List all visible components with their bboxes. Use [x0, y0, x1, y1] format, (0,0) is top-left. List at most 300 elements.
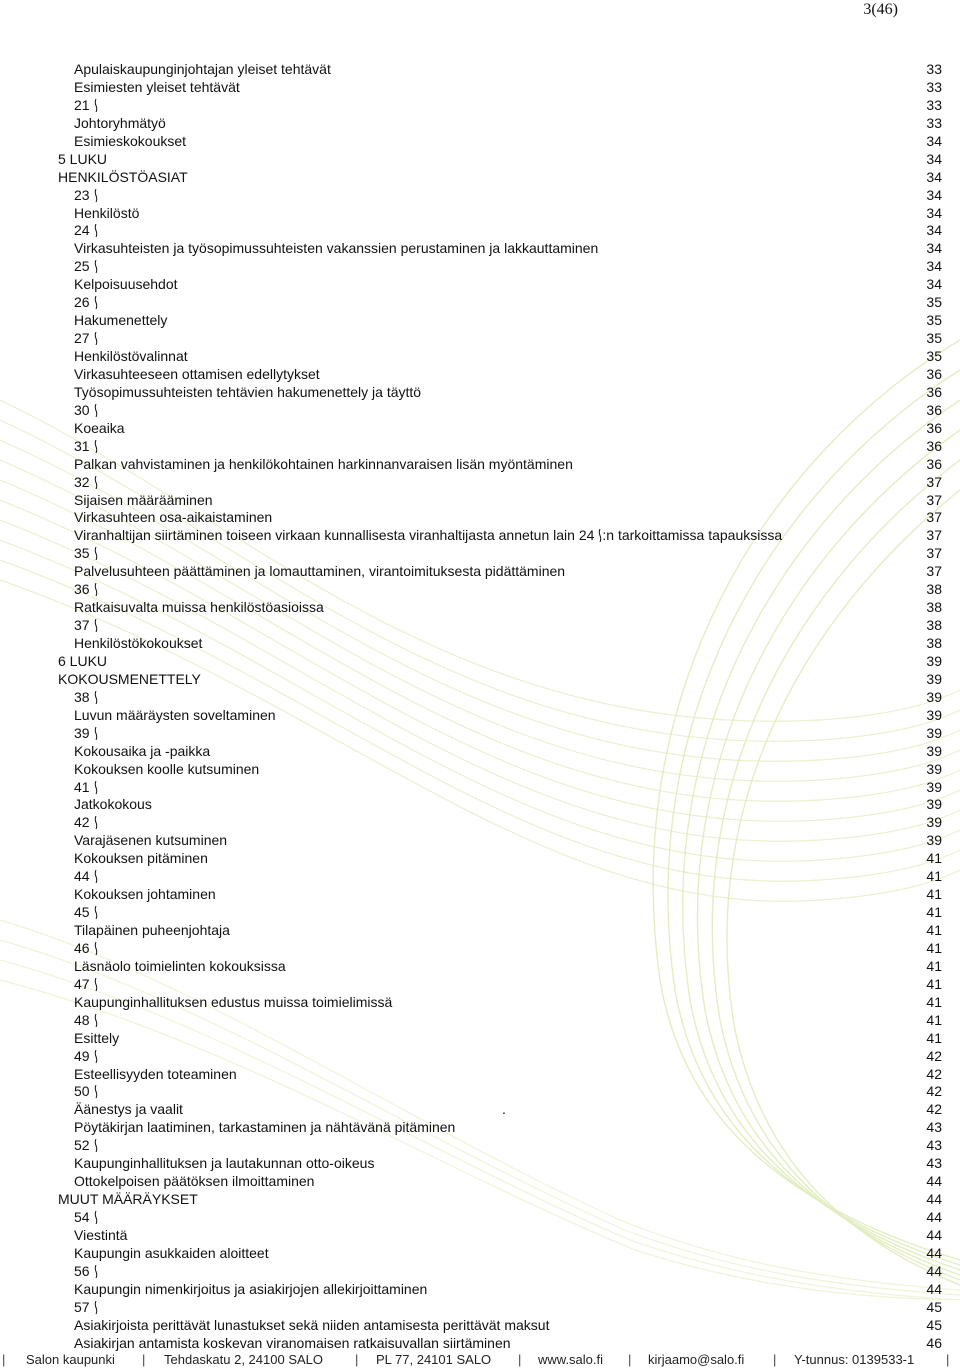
- toc-entry-title: [74, 1011, 98, 1029]
- toc-entry[interactable]: [58, 993, 942, 1011]
- section-sign-icon: [94, 1301, 98, 1313]
- toc-entry-title: [74, 1172, 314, 1190]
- toc-entry-title: [74, 867, 98, 885]
- toc-entry-text: 21: [74, 96, 90, 113]
- toc-entry-text: Viestintä: [74, 1226, 128, 1243]
- toc-entry-title: [74, 132, 186, 150]
- toc-entry-title: [74, 1082, 98, 1100]
- toc-entry-page-number: 33: [926, 78, 942, 95]
- toc-entry-text: 23: [74, 186, 90, 203]
- toc-entry-page-number: 33: [926, 114, 942, 131]
- toc-entry-title: [74, 1154, 374, 1172]
- toc-entry-text: Viranhaltijan siirtäminen toiseen virkaan kunnallisesta viranhaltijasta annetun lain 24: [74, 527, 595, 544]
- toc-entry-text: Virkasuhteisten ja työsopimussuhteisten vakanssien perustaminen ja lakkauttaminen: [74, 240, 599, 257]
- toc-entry[interactable]: [58, 885, 942, 903]
- toc-entry-text: 50: [74, 1083, 90, 1100]
- toc-entry[interactable]: [58, 760, 942, 778]
- toc-entry-title: [74, 1244, 269, 1262]
- toc-entry-title: [74, 562, 565, 580]
- toc-entry-page-number: 39: [926, 814, 942, 831]
- toc-entry-page-number: 39: [926, 652, 942, 669]
- toc-entry-title: [74, 437, 98, 455]
- section-sign-icon: [94, 727, 98, 739]
- section-sign-icon: [94, 332, 98, 344]
- toc-entry[interactable]: [58, 957, 942, 975]
- toc-entry[interactable]: [58, 401, 942, 419]
- toc-entry[interactable]: [58, 221, 942, 239]
- toc-entry[interactable]: [58, 921, 942, 939]
- toc-entry[interactable]: [58, 831, 942, 849]
- toc-entry-text: Johtoryhmätyö: [74, 114, 166, 131]
- toc-entry[interactable]: [58, 1280, 942, 1298]
- toc-entry[interactable]: [58, 634, 942, 652]
- toc-entry[interactable]: [58, 1208, 942, 1226]
- toc-entry[interactable]: [58, 365, 942, 383]
- section-sign-icon: [94, 978, 98, 990]
- toc-entry-text: 36: [74, 581, 90, 598]
- toc-entry-text: 5 LUKU: [58, 150, 108, 167]
- toc-entry-text: Apulaiskaupunginjohtajan yleiset tehtävät: [74, 61, 331, 77]
- toc-entry-title: [74, 275, 178, 293]
- toc-entry-text: Luvun määräysten soveltaminen: [74, 706, 276, 723]
- toc-entry[interactable]: [58, 795, 942, 813]
- toc-entry-page-number: 36: [926, 437, 942, 454]
- toc-entry-page-number: 39: [926, 670, 942, 687]
- toc-entry-text: 52: [74, 1137, 90, 1154]
- toc-entry-text: Kokouksen koolle kutsuminen: [74, 760, 260, 777]
- toc-entry[interactable]: [58, 526, 942, 544]
- toc-entry-text: Palkan vahvistaminen ja henkilökohtainen harkinnanvaraisen lisän myöntäminen: [74, 455, 573, 472]
- toc-entry[interactable]: [58, 1011, 942, 1029]
- toc-entry-title: [74, 795, 152, 813]
- toc-entry-text: Henkilöstövalinnat: [74, 348, 188, 364]
- toc-entry[interactable]: [58, 1226, 942, 1244]
- toc-entry-page-number: 35: [926, 348, 942, 364]
- section-sign-icon: [94, 1085, 98, 1097]
- toc-entry-title: [74, 78, 240, 96]
- toc-entry-text: 57: [74, 1298, 90, 1315]
- toc-entry-text: Virkasuhteen osa-aikaistaminen: [74, 509, 273, 526]
- toc-entry[interactable]: [58, 903, 942, 921]
- toc-entry-text: 27: [74, 330, 90, 347]
- toc-entry-text: HENKILÖSTÖASIAT: [58, 168, 188, 185]
- toc-entry-title: [74, 939, 98, 957]
- toc-entry-text: 39: [74, 724, 90, 741]
- toc-entry-text: 45: [74, 904, 90, 921]
- toc-entry-page-number: 38: [926, 617, 942, 634]
- toc-entry-page-number: 39: [926, 688, 942, 705]
- toc-entry-page-number: 39: [926, 724, 942, 741]
- toc-entry-text: Henkilöstö: [74, 204, 140, 221]
- toc-entry-title: [74, 903, 98, 921]
- section-sign-icon: [94, 440, 98, 452]
- toc-entry-page-number: 36: [926, 365, 942, 382]
- toc-entry-title: [74, 419, 125, 437]
- toc-entry-page-number: 42: [926, 1101, 942, 1118]
- toc-entry-text: 24: [74, 222, 90, 239]
- toc-entry-page-number: 37: [926, 545, 942, 562]
- toc-entry[interactable]: [58, 455, 942, 473]
- toc-entry-page-number: 43: [926, 1119, 942, 1136]
- toc-entry-title: [74, 491, 213, 509]
- toc-entry-title: [74, 957, 286, 975]
- section-sign-icon: [94, 296, 98, 308]
- toc-entry[interactable]: [58, 1190, 942, 1208]
- toc-entry[interactable]: [58, 1047, 942, 1065]
- toc-entry-text: Ratkaisuvalta muissa henkilöstöasioissa: [74, 599, 324, 616]
- toc-entry[interactable]: [58, 1065, 942, 1083]
- toc-entry[interactable]: [58, 598, 942, 616]
- page-footer: [0, 1351, 960, 1369]
- toc-entry-title: [74, 760, 259, 778]
- toc-entry-title: [74, 221, 98, 239]
- toc-entry-page-number: 41: [926, 904, 942, 921]
- toc-entry-title: [74, 688, 98, 706]
- toc-entry-page-number: 34: [926, 132, 942, 149]
- toc-entry-title: [74, 778, 98, 796]
- toc-entry-title: [74, 239, 598, 257]
- toc-entry-text: MUUT MÄÄRÄYKSET: [58, 1191, 198, 1208]
- toc-entry-page-number: 36: [926, 455, 942, 472]
- toc-entry-page-number: 34: [926, 222, 942, 239]
- toc-entry-text: 32: [74, 473, 90, 490]
- toc-entry-page-number: 41: [926, 975, 942, 992]
- toc-entry[interactable]: [58, 419, 942, 437]
- toc-entry[interactable]: [58, 78, 942, 96]
- footer-separator: |: [518, 1352, 522, 1367]
- toc-entry-title: [74, 455, 573, 473]
- stray-dot-mark: .: [502, 1101, 506, 1118]
- footer-separator: |: [2, 1352, 6, 1367]
- toc-entry-title: [74, 60, 331, 78]
- toc-entry-page-number: 35: [926, 294, 942, 311]
- toc-entry-page-number: 33: [926, 61, 942, 77]
- toc-entry-page-number: 44: [926, 1244, 942, 1261]
- section-sign-icon: [94, 942, 98, 954]
- footer-website-link[interactable]: www.salo.fi: [538, 1352, 604, 1367]
- toc-entry-title: [74, 1208, 98, 1226]
- toc-entry-title: [74, 383, 421, 401]
- toc-entry-text: Esittely: [74, 1029, 120, 1046]
- toc-entry-text: 37: [74, 617, 90, 634]
- section-sign-icon: [94, 404, 98, 416]
- toc-entry-text: 49: [74, 1047, 90, 1064]
- toc-entry[interactable]: [58, 293, 942, 311]
- toc-entry-text: Esimiesten yleiset tehtävät: [74, 78, 240, 95]
- toc-entry-text: Pöytäkirjan laatiminen, tarkastaminen ja nähtävänä pitäminen: [74, 1119, 456, 1136]
- footer-separator: |: [628, 1352, 632, 1367]
- toc-entry[interactable]: [58, 257, 942, 275]
- toc-entry[interactable]: [58, 168, 942, 186]
- toc-entry-title: [74, 96, 98, 114]
- toc-entry-title: [74, 831, 227, 849]
- toc-entry-page-number: 42: [926, 1083, 942, 1100]
- toc-entry[interactable]: [58, 616, 942, 634]
- toc-entry-title: [58, 670, 201, 688]
- section-sign-icon: [94, 1211, 98, 1223]
- section-sign-icon: [94, 1139, 98, 1151]
- toc-entry[interactable]: [58, 670, 942, 688]
- toc-entry-text: 6 LUKU: [58, 652, 108, 669]
- toc-entry-text: Kaupungin asukkaiden aloitteet: [74, 1244, 269, 1261]
- toc-entry[interactable]: [58, 1172, 942, 1190]
- toc-entry-page-number: 36: [926, 383, 942, 400]
- toc-entry-title: [74, 311, 167, 329]
- toc-entry-title: [74, 186, 98, 204]
- toc-entry[interactable]: [58, 652, 942, 670]
- section-sign-icon: [94, 547, 98, 559]
- toc-entry-page-number: 39: [926, 742, 942, 759]
- toc-entry[interactable]: [58, 975, 942, 993]
- toc-entry-page-number: 44: [926, 1173, 942, 1190]
- toc-entry-title: [74, 401, 98, 419]
- footer-po-box: PL 77, 24101 SALO: [376, 1352, 492, 1367]
- toc-entry-page-number: 44: [926, 1209, 942, 1225]
- toc-entry-page-number: 41: [926, 850, 942, 867]
- toc-entry-text: KOKOUSMENETTELY: [58, 670, 201, 687]
- toc-entry[interactable]: [58, 60, 942, 78]
- toc-entry[interactable]: [58, 347, 942, 365]
- toc-entry-page-number: 44: [926, 1262, 942, 1279]
- toc-entry[interactable]: [58, 1029, 942, 1047]
- toc-entry-page-number: 34: [926, 168, 942, 185]
- toc-entry-text: Koeaika: [74, 419, 125, 436]
- toc-entry-title: [74, 347, 188, 365]
- toc-entry-title: [74, 257, 98, 275]
- toc-entry[interactable]: [58, 742, 942, 760]
- toc-entry[interactable]: [58, 383, 942, 401]
- toc-entry[interactable]: [58, 1334, 942, 1352]
- toc-entry-title: [74, 742, 210, 760]
- footer-business-id: Y-tunnus: 0139533-1: [794, 1352, 915, 1367]
- toc-entry-title: [74, 1334, 511, 1352]
- toc-entry-page-number: 41: [926, 939, 942, 956]
- toc-entry-text: 30: [74, 401, 90, 418]
- toc-entry-title: [74, 580, 98, 598]
- toc-entry-title: [74, 1262, 98, 1280]
- toc-entry-text: Sijaisen määrääminen: [74, 491, 213, 508]
- toc-entry-page-number: 37: [926, 509, 942, 526]
- toc-entry[interactable]: [58, 204, 942, 222]
- toc-entry-page-number: 43: [926, 1137, 942, 1154]
- toc-entry-text: Asiakirjoista perittävät lunastukset sekä niiden antamisesta perittävät maksut: [74, 1316, 550, 1333]
- toc-entry-text: 54: [74, 1209, 90, 1225]
- toc-entry-page-number: 37: [926, 473, 942, 490]
- section-sign-icon: [94, 1265, 98, 1277]
- toc-entry-page-number: 39: [926, 760, 942, 777]
- toc-entry[interactable]: [58, 688, 942, 706]
- section-sign-icon: [94, 870, 98, 882]
- toc-entry-title: [74, 598, 324, 616]
- toc-entry-title: [74, 616, 98, 634]
- toc-entry-title: [74, 1316, 549, 1334]
- toc-entry-title: [74, 1100, 183, 1118]
- toc-entry-title: [74, 1136, 98, 1154]
- toc-entry-text: Kokouksen johtaminen: [74, 886, 216, 903]
- toc-entry-page-number: 45: [926, 1298, 942, 1315]
- toc-entry-text: 25: [74, 258, 90, 275]
- toc-entry-text: Henkilöstökokoukset: [74, 635, 203, 651]
- toc-entry-page-number: 34: [926, 150, 942, 167]
- toc-entry-text: 47: [74, 975, 90, 992]
- toc-entry[interactable]: [58, 1100, 942, 1118]
- toc-entry[interactable]: [58, 239, 942, 257]
- section-sign-icon: [94, 99, 98, 111]
- toc-entry-title: [74, 1047, 98, 1065]
- toc-entry-page-number: 34: [926, 258, 942, 275]
- toc-entry-page-number: 45: [926, 1316, 942, 1333]
- toc-entry-title: [74, 1298, 98, 1316]
- toc-entry-text: Läsnäolo toimielinten kokouksissa: [74, 957, 286, 974]
- toc-entry-page-number: 41: [926, 886, 942, 903]
- toc-entry-text: 41: [74, 778, 90, 795]
- toc-entry-title: [74, 885, 216, 903]
- toc-entry-page-number: 36: [926, 419, 942, 436]
- toc-entry-page-number: 34: [926, 186, 942, 203]
- toc-entry-text: Kaupunginhallituksen ja lautakunnan otto-oikeus: [74, 1155, 375, 1172]
- toc-entry-text: Kokousaika ja -paikka: [74, 742, 211, 759]
- toc-entry-page-number: 37: [926, 563, 942, 580]
- toc-entry[interactable]: [58, 1082, 942, 1100]
- toc-entry[interactable]: [58, 1298, 942, 1316]
- toc-entry-title: [74, 706, 276, 724]
- toc-entry[interactable]: [58, 491, 942, 509]
- toc-entry-text: 42: [74, 814, 90, 831]
- toc-entry-page-number: 41: [926, 993, 942, 1010]
- toc-entry[interactable]: [58, 1262, 942, 1280]
- toc-entry-text: Kokouksen pitäminen: [74, 850, 208, 867]
- toc-entry-title: [74, 1029, 119, 1047]
- toc-entry-text: Esteellisyyden toteaminen: [74, 1065, 237, 1082]
- toc-entry-page-number: 33: [926, 96, 942, 113]
- toc-entry[interactable]: [58, 311, 942, 329]
- toc-entry[interactable]: [58, 437, 942, 455]
- toc-entry-title: [74, 921, 230, 939]
- section-sign-icon: [94, 1014, 98, 1026]
- toc-entry[interactable]: [58, 867, 942, 885]
- section-sign-icon: [94, 816, 98, 828]
- toc-entry-text: Asiakirjan antamista koskevan viranomaisen ratkaisuvallan siirtäminen: [74, 1334, 511, 1351]
- section-sign-icon: [94, 906, 98, 918]
- toc-entry-title: [74, 329, 98, 347]
- toc-entry[interactable]: [58, 1316, 942, 1334]
- section-sign-icon: [94, 476, 98, 488]
- toc-entry-text: 44: [74, 868, 90, 885]
- footer-separator: |: [773, 1352, 777, 1367]
- toc-entry-page-number: 38: [926, 635, 942, 651]
- toc-entry[interactable]: [58, 96, 942, 114]
- section-sign-icon: [94, 583, 98, 595]
- toc-entry[interactable]: [58, 778, 942, 796]
- toc-entry[interactable]: [58, 508, 942, 526]
- toc-entry-page-number: 43: [926, 1155, 942, 1172]
- toc-entry[interactable]: [58, 275, 942, 293]
- toc-entry-page-number: 35: [926, 312, 942, 329]
- toc-entry[interactable]: [58, 473, 942, 491]
- toc-entry-page-number: 46: [926, 1334, 942, 1351]
- toc-entry-page-number: 34: [926, 240, 942, 257]
- toc-entry-text: Ottokelpoisen päätöksen ilmoittaminen: [74, 1173, 315, 1190]
- toc-entry-title: [74, 993, 392, 1011]
- toc-entry-text: Esimieskokoukset: [74, 132, 187, 149]
- toc-entry-text: Työsopimussuhteisten tehtävien hakumenettely ja täyttö: [74, 383, 422, 400]
- toc-entry-text: 38: [74, 688, 90, 705]
- toc-entry-title: [74, 724, 98, 742]
- toc-entry-title: [74, 526, 782, 544]
- toc-entry[interactable]: [58, 1136, 942, 1154]
- toc-entry-page-number: 35: [926, 330, 942, 347]
- toc-entry-text: 31: [74, 437, 90, 454]
- toc-entry-title: [74, 293, 98, 311]
- toc-entry-text: Kelpoisuusehdot: [74, 276, 178, 293]
- toc-entry-page-number: 38: [926, 599, 942, 616]
- toc-entry-page-number: 36: [926, 401, 942, 418]
- toc-entry[interactable]: [58, 150, 942, 168]
- toc-entry-title: [58, 168, 188, 186]
- toc-entry-title: [74, 508, 272, 526]
- footer-organization: Salon kaupunki: [26, 1352, 115, 1367]
- toc-entry[interactable]: [58, 706, 942, 724]
- toc-entry-text: 35: [74, 545, 90, 562]
- toc-entry[interactable]: [58, 114, 942, 132]
- toc-entry-title: [58, 652, 107, 670]
- toc-entry-title: [74, 114, 166, 132]
- toc-entry-text: Kaupungin nimenkirjoitus ja asiakirjojen allekirjoittaminen: [74, 1280, 428, 1297]
- toc-entry-page-number: 39: [926, 778, 942, 795]
- section-sign-icon: [94, 189, 98, 201]
- toc-entry[interactable]: [58, 562, 942, 580]
- toc-entry-text: Kaupunginhallituksen edustus muissa toimielimissä: [74, 993, 393, 1010]
- toc-entry[interactable]: [58, 1118, 942, 1136]
- toc-entry[interactable]: [58, 939, 942, 957]
- toc-entry-title: [74, 1065, 237, 1083]
- toc-entry-title: [74, 813, 98, 831]
- section-sign-icon: [94, 224, 98, 236]
- toc-entry-text: Jatkokokous: [74, 796, 152, 813]
- toc-entry-text: 48: [74, 1011, 90, 1028]
- footer-address: Tehdaskatu 2, 24100 SALO: [164, 1352, 324, 1367]
- toc-entry[interactable]: [58, 1154, 942, 1172]
- toc-entry[interactable]: [58, 724, 942, 742]
- toc-entry[interactable]: [58, 580, 942, 598]
- toc-entry-page-number: 39: [926, 796, 942, 813]
- toc-entry-title: [74, 204, 139, 222]
- footer-email-link[interactable]: kirjaamo@salo.fi: [648, 1352, 745, 1367]
- toc-entry[interactable]: [58, 813, 942, 831]
- toc-entry[interactable]: [58, 849, 942, 867]
- toc-entry-page-number: 44: [926, 1280, 942, 1297]
- section-sign-icon: [94, 1050, 98, 1062]
- toc-entry-title: [74, 1226, 127, 1244]
- footer-separator: |: [946, 1352, 950, 1367]
- toc-entry[interactable]: [58, 132, 942, 150]
- toc-entry-page-number: 37: [926, 527, 942, 544]
- toc-entry-page-number: 38: [926, 581, 942, 598]
- toc-entry[interactable]: [58, 544, 942, 562]
- toc-entry[interactable]: [58, 186, 942, 204]
- toc-entry[interactable]: [58, 329, 942, 347]
- section-sign-icon: [94, 691, 98, 703]
- toc-entry-text: 56: [74, 1262, 90, 1279]
- toc-entry-page-number: 34: [926, 276, 942, 293]
- toc-entry-page-number: 44: [926, 1226, 942, 1243]
- footer-separator: |: [142, 1352, 146, 1367]
- toc-entry[interactable]: [58, 1244, 942, 1262]
- toc-entry-title: [74, 634, 202, 652]
- toc-entry-page-number: 41: [926, 1029, 942, 1046]
- toc-entry-title: [58, 150, 107, 168]
- toc-entry-title: [74, 849, 208, 867]
